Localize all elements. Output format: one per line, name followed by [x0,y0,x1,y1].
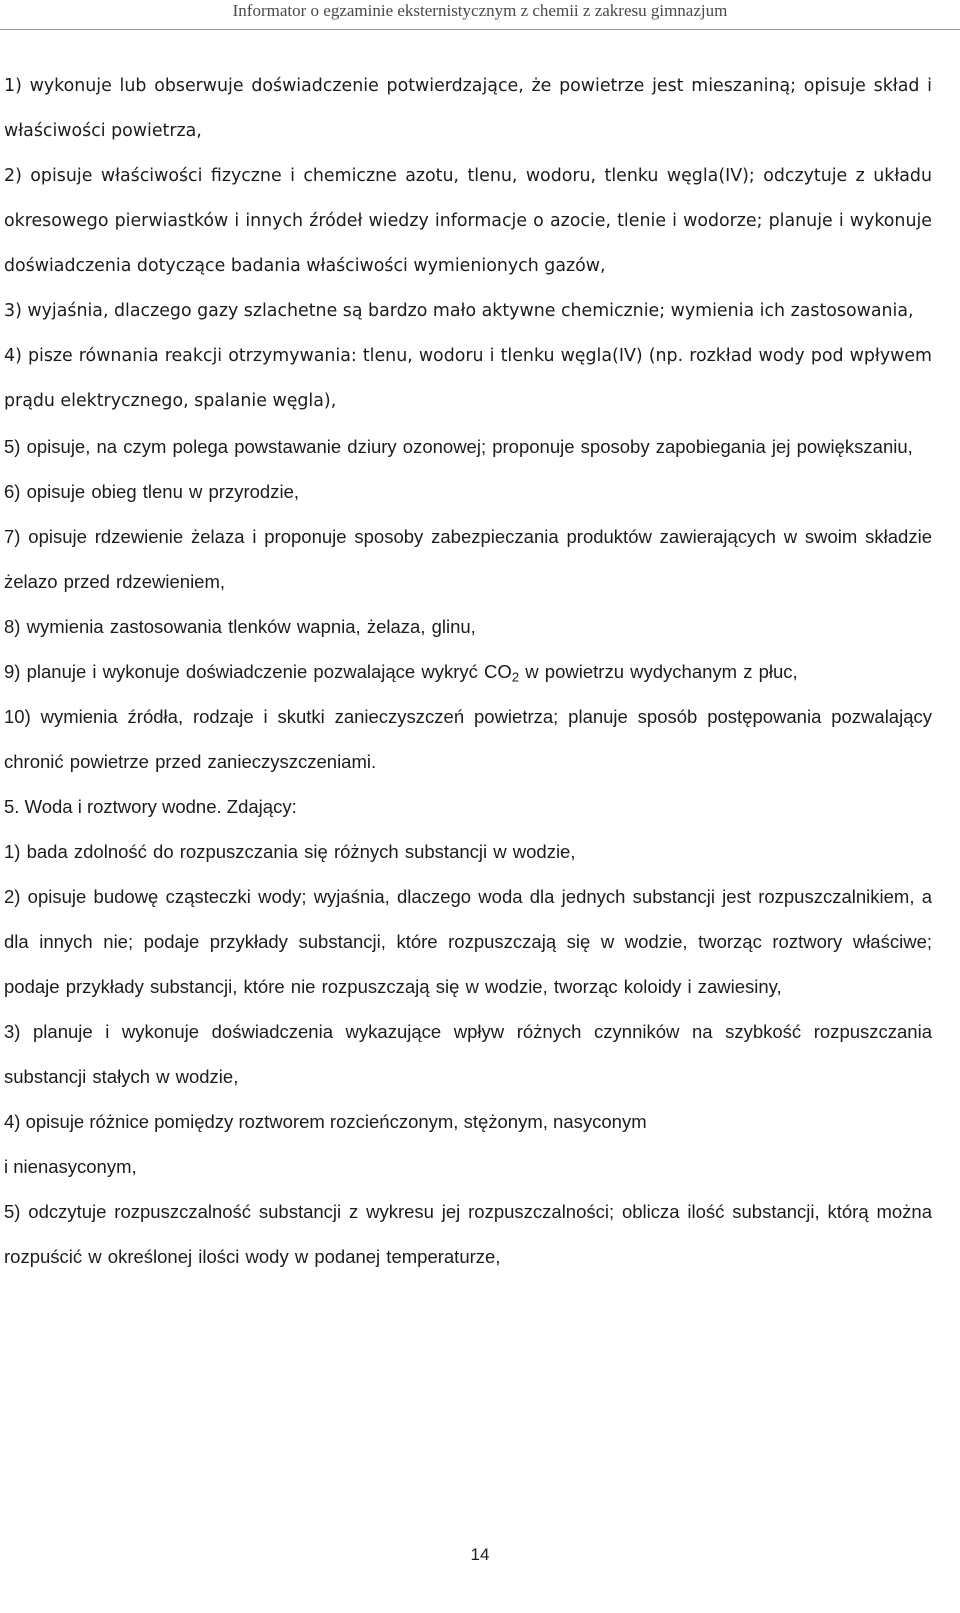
list-item: 5) odczytuje rozpuszczalność substancji z wykresu jej rozpuszczalności; oblicza ilość substancji, którą można rozpuścić w określonej ilości wody w podanej temperaturze, [4,1201,932,1267]
list-item-co2 [4,649,932,694]
list-item [4,1099,932,1189]
list-item: 7) opisuje rdzewienie żelaza i proponuje sposoby zabezpieczania produktów zawierających w swoim składzie żelazo przed rdzewieniem, [4,526,932,592]
list-item: 1) wykonuje lub obserwuje doświadczenie potwierdzające, że powietrze jest mieszaniną; opisuje skład i właściwości powietrza, [4,76,932,141]
list-item: 6) opisuje obieg tlenu w przyrodzie, [4,481,299,502]
section-subject: Zdający: [221,796,297,817]
list-item: 3) planuje i wykonuje doświadczenia wykazujące wpływ różnych czynników na szybkość rozpuszczania substancji stałych w wodzie, [4,1021,932,1087]
page-number: 14 [470,1545,490,1564]
list-item: 3) wyjaśnia, dlaczego gazy szlachetne są bardzo mało aktywne chemicznie; wymienia ich zastosowania, [4,301,914,321]
running-header: Informator o egzaminie eksternistycznym z chemii z zakresu gimnazjum [232,1,728,20]
co2-subscript: 2 [511,669,520,685]
document-body [4,64,932,1279]
item9-text: 9) planuje i wykonuje doświadczenie pozwalające wykryć CO [4,661,512,682]
list-item: 10) wymienia źródła, rodzaje i skutki zanieczyszczeń powietrza; planuje sposób postępowania pozwalający chronić powietrze przed zanieczyszczeniami. [4,706,932,772]
item9-text-end: w powietrzu wydychanym z płuc, [519,661,798,682]
list-item: 4) pisze równania reakcji otrzymywania: tlenu, wodoru i tlenku węgla(IV) (np. rozkład wody pod wpływem prądu elektrycznego, spalanie węgla), [4,346,932,411]
list-item: 8) wymienia zastosowania tlenków wapnia, żelaza, glinu, [4,616,476,637]
list-item: 5) opisuje, na czym polega powstawanie dziury ozonowej; proponuje sposoby zapobiegania jej powiększaniu, [4,436,913,457]
list-item: 1) bada zdolność do rozpuszczania się różnych substancji w wodzie, [4,841,576,862]
list-item: 2) opisuje budowę cząsteczki wody; wyjaśnia, dlaczego woda dla jednych substancji jest rozpuszczalnikiem, a dla innych nie; podaje przykłady substancji, które rozpuszczają się w wodzie, tworząc roztwory właściwe; podaje przykłady substancji, które nie rozpuszczają się w wodzie, tworząc koloidy i zawiesiny, [4,886,932,997]
header-rule [0,29,960,30]
section-title: 5. Woda i roztwory wodne. [4,796,222,817]
item4-line1: 4) opisuje różnice pomiędzy roztworem rozcieńczonym, stężonym, nasyconym [4,1111,647,1132]
section-heading [4,784,932,829]
list-item: 2) opisuje właściwości fizyczne i chemiczne azotu, tlenu, wodoru, tlenku węgla(IV); odczytuje z układu okresowego pierwiastków i innych źródeł wiedzy informacje o azocie, tlenie i wodorze; planuje i wykonuje doświadczenia dotyczące badania właściwości wymienionych gazów, [4,166,932,276]
item4-line2: i nienasyconym, [4,1156,137,1177]
